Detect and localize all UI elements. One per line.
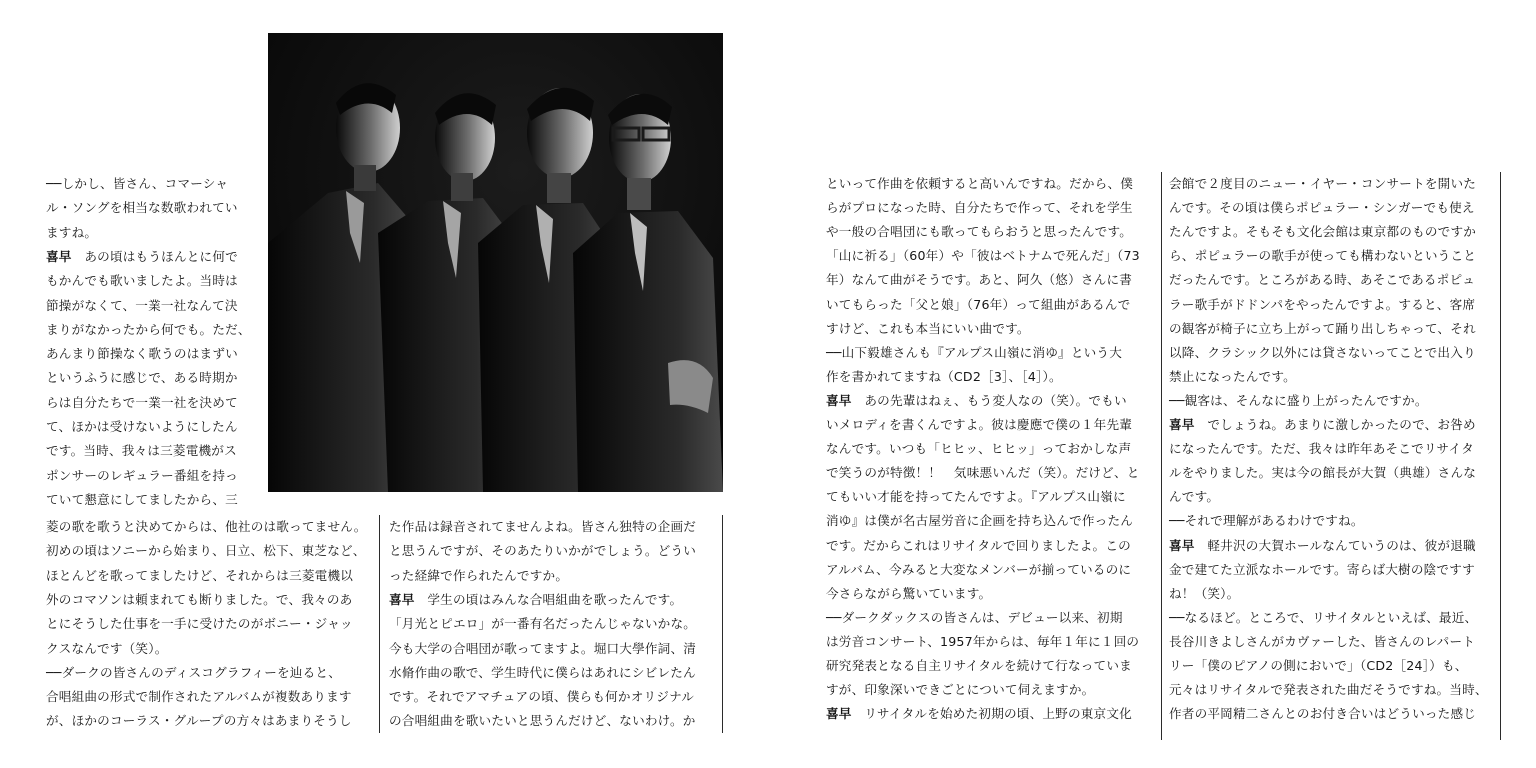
speech-text: でしょうね。あまりに激しかったので、お咎め [1194,417,1476,432]
text-line: ──ダークの皆さんのディスコグラフィーを辿ると、 [46,664,342,680]
text-line: になったんです。ただ、我々は昨年あそこでリサイタ [1169,441,1474,457]
text-line: ますね。 [46,224,98,240]
text-line: た作品は録音されてませんよね。皆さん独特の企画だ [389,519,697,534]
text-line: なんです。いつも「ヒヒッ、ヒヒッ」っておかしな声 [826,441,1132,457]
text-line: クスなんです（笑）。 [46,640,168,656]
text-line: とにそうした仕事を一手に受けたのがボニー・ジャッ [46,616,353,632]
text-line: アルバム、今みると大変なメンバーが揃っているのに [826,561,1132,577]
text-line: ポンサーのレギュラー番組を持っ [46,467,238,483]
text-line: ル・ソングを相当な数歌われてい [46,200,238,216]
text-line: まりがなかったから何でも。ただ、 [46,321,251,337]
text-line: らは自分たちで一業一社を決めて [46,394,238,410]
speech-text: 軽井沢の大賀ホールなんていうのは、彼が退職 [1194,537,1476,553]
text-line: 長谷川きよしさんがカヴァーした、皆さんのレパート [1169,633,1476,649]
text-line: 以降、クラシック以外には貸さないってことで出入り [1169,344,1476,360]
speaker-name: 喜早 [46,248,72,264]
text-line: 今も大学の合唱団が歌ってますよ。堀口大學作詞、清 [389,640,697,656]
text-line: 水脩作曲の歌で、学生時代に僕らはあれにシビレたん [389,664,696,680]
text-line: った経緯で作られたんですか。 [389,567,569,583]
text-line: ──山下毅雄さんも『アルプス山嶺に消ゆ』という大 [826,344,1123,360]
column-rule [379,515,380,733]
text-line: て、ほかは受けないようにしたん [46,419,238,434]
text-line: です。それでアマチュアの頃、僕らも何かオリジナル [389,689,695,705]
column-rule [722,515,723,733]
text-line: たんですよ。そもそも文化会館は東京都のものですか [1169,224,1477,240]
text-line: んです。 [1169,489,1220,505]
text-line: 外のコマソンは頼まれても断りました。で、我々のあ [46,591,353,607]
text-line: が、ほかのコーラス・グループの方々はあまりそうし [46,713,352,729]
text-line [46,245,238,269]
text-line: ら、ポピュラーの歌手が使っても構わないということ [1169,248,1477,264]
speech-text: 学生の頃はみんな合唱組曲を歌ったんです。 [414,591,683,607]
text-line: すが、印象深いできごとについて伺えますか。 [826,682,1095,698]
text-line: てもいい才能を持ってたんですよ。『アルプス山嶺に [826,489,1126,505]
column-rule [1161,172,1162,740]
text-line: 初めの頃はソニーから始まり、日立、松下、東芝など、 [46,543,366,559]
speaker-name: 喜早 [389,591,415,607]
text-line: 元々はリサイタルで発表された曲だそうですね。当時、 [1169,682,1488,698]
text-line: や一般の合唱団にも歌ってもらおうと思ったんです。 [826,224,1133,240]
text-line [826,702,1132,726]
speech-text: リサイタルを始めた初期の頃、上野の東京文化 [851,706,1132,722]
text-line: 年）なんて曲がそうです。あと、阿久（悠）さんに書 [826,272,1133,288]
text-line: ──観客は、そんなに盛り上がったんですか。 [1169,392,1428,408]
text-line: ラー歌手がドドンパをやったんですよ。すると、客席 [1169,296,1476,312]
text-line: あんまり節操なく歌うのはまずい [46,346,238,362]
text-line: んです。その頃は僕らポピュラー・シンガーでも使え [1169,200,1475,216]
speaker-name: 喜早 [826,392,852,408]
text-line: 作を書かれてますね（CD2［3］、［4］）。 [826,368,1062,384]
text-line [826,389,1127,413]
text-line [1169,534,1476,558]
text-line: で笑うのが特徴！！ 気味悪いんだ（笑）。だけど、と [826,465,1140,481]
text-line: ほとんどを歌ってましたけど、それからは三菱電機以 [46,567,354,583]
text-line: の合唱組曲を歌いたいと思うんだけど、ないわけ。か [389,713,696,729]
speech-text: あの先輩はねぇ、もう変人なの（笑）。でもい [851,392,1127,408]
text-line: だったんです。ところがある時、あそこであるポピュ [1169,272,1476,288]
text-line: もかんでも歌いましたよ。当時は [46,273,238,289]
text-line: らがプロになった時、自分たちで作って、それを学生 [826,200,1133,216]
text-line: ──しかし、皆さん、コマーシャ [46,176,229,191]
text-line: 研究発表となる自主リサイタルを続けて行なっていま [826,658,1132,673]
text-line: ──それで理解があるわけですね。 [1169,513,1364,529]
text-line: 合唱組曲の形式で制作されたアルバムが複数あります [46,689,352,705]
text-line: 消ゆ』は僕が名古屋労音に企画を持ち込んで作ったん [826,513,1134,529]
speaker-name: 喜早 [1169,417,1195,432]
column-rule [1500,172,1501,740]
text-line [1169,413,1476,437]
speaker-name: 喜早 [826,706,852,722]
text-line: ──ダークダックスの皆さんは、デビュー以来、初期 [826,609,1123,625]
group-photo-image [268,33,723,492]
text-line: 金で建てた立派なホールです。寄らば大樹の陰ですす [1169,561,1475,577]
text-line: です。だからこれはリサイタルで回りましたよ。この [826,537,1131,553]
group-photo [268,33,723,496]
text-line: です。当時、我々は三菱電機がス [46,443,237,459]
text-line: というふうに感じで、ある時期か [46,370,238,386]
text-line: ていて懇意にしてましたから、三 [46,491,238,507]
text-line: 会館で２度目のニュー・イヤー・コンサートを開いた [1169,176,1477,191]
text-line: 節操がなくて、一業一社なんて決 [46,297,238,313]
text-line: ──なるほど。ところで、リサイタルといえば、最近、 [1169,609,1478,625]
speech-text: あの頃はもうほんとに何で [71,248,238,264]
text-line [389,588,682,612]
text-line: 菱の歌を歌うと決めてからは、他社のは歌ってません。 [46,519,367,534]
text-line: の観客が椅子に立ち上がって踊り出しちゃって、それ [1169,320,1476,336]
text-line: と思うんですが、そのあたりいかがでしょう。どうい [389,543,697,559]
text-line: すけど、これも本当にいい曲です。 [826,320,1030,336]
text-line: ね！（笑）。 [1169,585,1240,601]
text-line: 「月光とピエロ」が一番有名だったんじゃないかな。 [389,616,697,632]
text-line: は労音コンサート、1957年からは、毎年１年に１回の [826,633,1140,649]
text-line: 今さらながら驚いています。 [826,585,992,601]
text-line: 禁止になったんです。 [1169,368,1296,384]
text-line: ルをやりました。実は今の館長が大賀（典雄）さんな [1169,465,1477,481]
text-line: いてもらった「父と娘」（76年）って組曲があるんで [826,296,1131,312]
text-line: 「山に祈る」（60年）や「彼はベトナムで死んだ」（73 [826,248,1140,264]
text-line: 作者の平岡精二さんとのお付き合いはどういった感じ [1169,706,1477,722]
speaker-name: 喜早 [1169,537,1195,553]
text-line: リー「僕のピアノの側においで」（CD2［24］）も、 [1169,658,1468,673]
text-line: いメロディを書くんですよ。彼は慶應で僕の１年先輩 [826,417,1133,432]
text-line: といって作曲を依頼すると高いんですね。だから、僕 [826,176,1134,191]
